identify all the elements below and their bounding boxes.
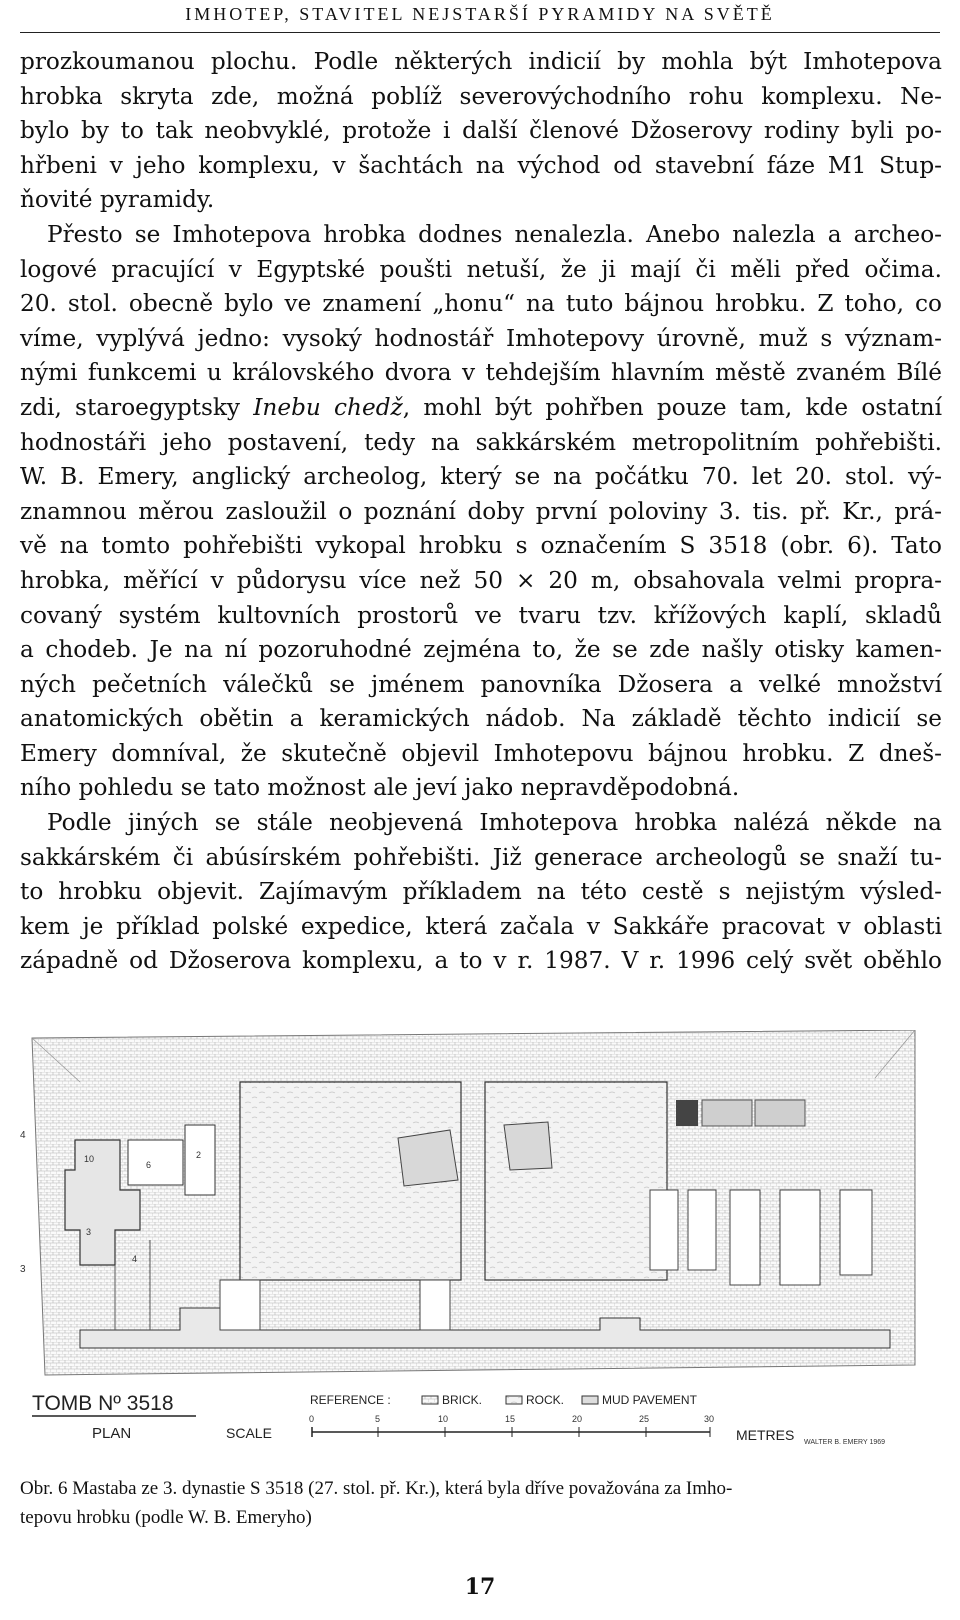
scale-tick: 0 (309, 1414, 315, 1424)
scale-tick: 30 (704, 1414, 715, 1424)
text-line: prozkoumanou plochu. Podle některých indicií by mohla být Imhotepova (20, 48, 942, 75)
room-number: 4 (132, 1254, 138, 1264)
text-line: logové pracující v Egyptské poušti netuší, že ji mají či měli před očima. (20, 255, 942, 283)
caption-line: Obr. 6 Mastaba ze 3. dynastie S 3518 (27. stol. př. Kr.), která byla dříve považována za Imho- (20, 1478, 733, 1499)
scale-tick: 25 (639, 1414, 650, 1424)
text-line: nými funkcemi u královského dvora v tehdejším hlavním městě zvaném Bílé (20, 359, 942, 387)
text-line: ního pohledu se tato možnost ale jeví jako nepravděpodobná. (20, 774, 740, 802)
legend-label: MUD PAVEMENT (602, 1393, 697, 1407)
room-number: 2 (196, 1150, 202, 1160)
room-number: 6 (146, 1160, 152, 1170)
text-line: hodnostáři jeho postavení, tedy na sakkárském metropolitním pohřebišti. (20, 428, 942, 456)
text-line: západně od Džoserova komplexu, a to v r. 1987. V r. 1996 celý svět oběhlo (20, 947, 942, 975)
text-line: Emery domníval, že skutečně objevil Imhotepovu bájnou hrobku. Z dneš- (20, 739, 942, 767)
brick-swatch (422, 1396, 438, 1404)
body-text (20, 45, 942, 979)
text-segment: , mohl být pohřben pouze tam, kde ostatní (402, 393, 942, 421)
rock-swatch (506, 1396, 522, 1404)
text-line: to hrobku objevit. Zajímavým příkladem na této cestě s nejistým výsled- (20, 878, 942, 906)
running-header (0, 0, 960, 36)
tomb-plan-drawing (32, 1030, 915, 1375)
text-line: W. B. Emery, anglický archeolog, který se na počátku 70. let 20. stol. vý- (20, 463, 942, 491)
page-number: 17 (464, 1574, 496, 1600)
caption-line: tepovu hrobku (podle W. B. Emeryho) (20, 1507, 312, 1528)
room-number: 3 (86, 1227, 92, 1237)
scale-tick: 5 (375, 1414, 381, 1424)
text-line: kem je příklad polské expedice, která začala v Sakkáře pracovat v oblasti (20, 912, 942, 940)
scale-label: SCALE (226, 1425, 272, 1441)
header-rule (20, 32, 940, 33)
signature: WALTER B. EMERY 1969 (804, 1439, 886, 1446)
text-line: hrobka, měřící v půdorysu více než 50 × 20 m, obsahovala velmi propra- (20, 566, 942, 594)
text-line: znamnou měrou zasloužil o poznání doby první poloviny 3. tis. př. Kr., prá- (20, 497, 942, 525)
text-line: ňovité pyramidy. (20, 186, 215, 214)
legend-label: ROCK. (526, 1393, 565, 1407)
text-line: víme, vyplývá jedno: vysoký hodnostář Imhotepovy úrovně, muž s význam- (20, 324, 942, 352)
plan-subtitle: PLAN (92, 1425, 132, 1442)
text-line: a chodeb. Je na ní pozoruhodné zejména to, že se zde našly otisky kamen- (20, 636, 942, 664)
mud-swatch (582, 1396, 598, 1404)
running-title: IMHOTEP, STAVITEL NEJSTARŠÍ PYRAMIDY NA SVĚTĚ (185, 4, 775, 24)
scale-tick: 20 (572, 1414, 583, 1424)
text-line: Podle jiných se stále neobjevená Imhotepova hrobka nalézá někde na (47, 809, 942, 837)
figure-caption (20, 1474, 920, 1532)
scale-tick: 10 (438, 1414, 449, 1424)
margin-mark: 3 (20, 1264, 26, 1275)
legend-label: BRICK. (442, 1393, 483, 1407)
text-line-with-italic (20, 391, 942, 426)
text-line: hrobka skryta zde, možná poblíž severovýchodního rohu komplexu. Ne- (20, 82, 942, 110)
plan-title: TOMB Nº 3518 (32, 1392, 174, 1415)
text-line: sakkárském či abúsírském pohřebišti. Již generace archeologů se snaží tu- (20, 843, 942, 871)
scale-bar (309, 1414, 714, 1437)
reference-label: REFERENCE : (310, 1393, 391, 1407)
text-line: covaný systém kultovních prostorů ve tvaru tzv. křížových kaplí, skladů (20, 601, 942, 629)
text-line: anatomických obětin a keramických nádob. Na základě těchto indicií se (20, 705, 942, 733)
margin-mark: 4 (20, 1130, 26, 1141)
text-line: hřbeni v jeho komplexu, v šachtách na východ od stavební fáze M1 Stup- (20, 151, 942, 179)
scale-tick: 15 (505, 1414, 516, 1424)
italic-term: Inebu chedž (253, 393, 403, 421)
text-line: vě na tomto pohřebišti vykopal hrobku s označením S 3518 (obr. 6). Tato (20, 532, 942, 560)
text-segment: zdi, staroegyptsky (20, 393, 241, 421)
room-number: 10 (84, 1154, 95, 1164)
text-line: Přesto se Imhotepova hrobka dodnes nenalezla. Anebo nalezla a archeo- (47, 220, 942, 248)
tomb-plan-figure (20, 1030, 925, 1462)
text-line: 20. stol. obecně bylo ve znamení „honu“ na tuto bájnou hrobku. Z toho, co (20, 290, 942, 318)
units-label: METRES (736, 1427, 795, 1443)
text-line: bylo by to tak neobvyklé, protože i další členové Džoserovy rodiny byli po- (20, 117, 942, 145)
text-line: ných pečetních válečků se jménem panovníka Džosera a velké množství (20, 670, 942, 698)
